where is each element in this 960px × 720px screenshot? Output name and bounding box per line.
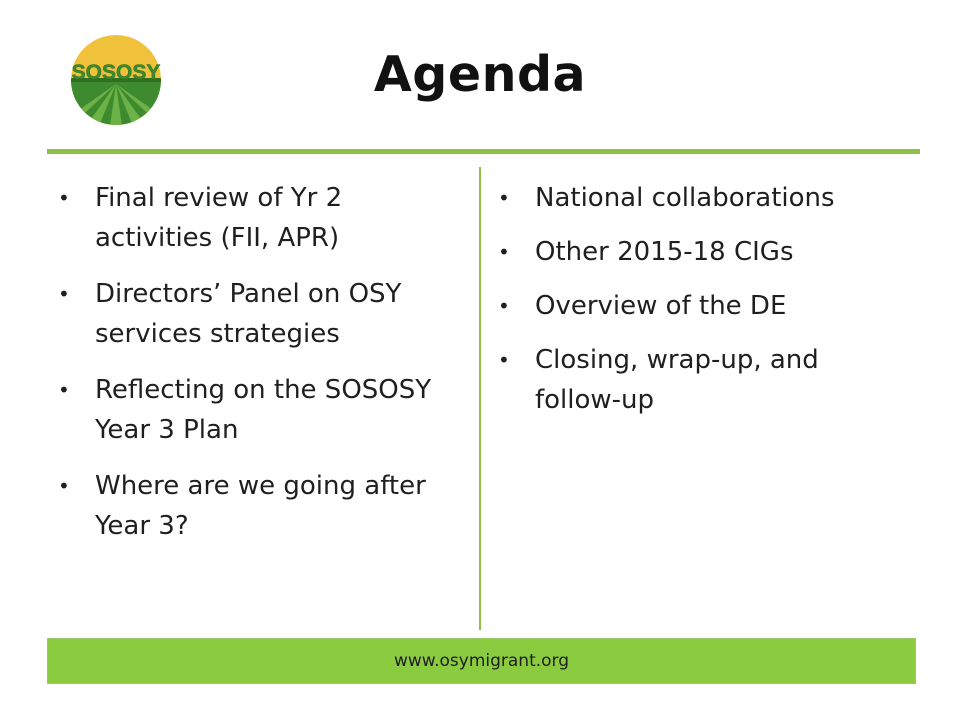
bullet-icon: • xyxy=(498,240,510,264)
agenda-item: • Closing, wrap-up, and follow-up xyxy=(498,340,908,420)
slide-title: Agenda xyxy=(373,46,587,103)
bullet-icon: • xyxy=(58,186,70,210)
agenda-item: • Final review of Yr 2 activities (FII, APR) xyxy=(58,178,453,258)
column-divider xyxy=(479,167,481,630)
agenda-item: • Directors’ Panel on OSY services strategies xyxy=(58,274,453,354)
agenda-item: • Where are we going after Year 3? xyxy=(58,466,453,546)
footer-bar xyxy=(47,638,916,684)
agenda-item: • Overview of the DE xyxy=(498,286,908,326)
agenda-item: • Other 2015-18 CIGs xyxy=(498,232,908,272)
logo-text: SOSOSY xyxy=(71,61,161,84)
title-underline xyxy=(47,149,920,154)
right-agenda-list xyxy=(498,178,908,434)
agenda-item: • Reflecting on the SOSOSY Year 3 Plan xyxy=(58,370,453,450)
bullet-icon: • xyxy=(58,378,70,402)
bullet-icon: • xyxy=(498,348,510,372)
bullet-icon: • xyxy=(498,294,510,318)
bullet-icon: • xyxy=(498,186,510,210)
bullet-icon: • xyxy=(58,474,70,498)
left-agenda-list xyxy=(58,178,453,562)
footer-url-link[interactable]: www.osymigrant.org xyxy=(393,651,570,671)
bullet-icon: • xyxy=(58,282,70,306)
agenda-item: • National collaborations xyxy=(498,178,908,218)
